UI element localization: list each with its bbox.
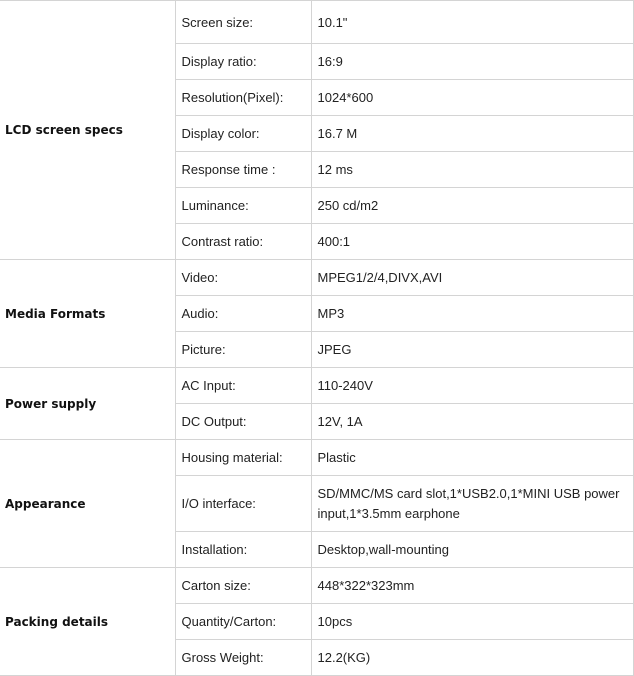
spec-label: Contrast ratio: bbox=[175, 224, 311, 260]
spec-value: JPEG bbox=[311, 332, 633, 368]
spec-value: Desktop,wall-mounting bbox=[311, 532, 633, 568]
spec-label: Video: bbox=[175, 260, 311, 296]
category-lcd-screen-specs: LCD screen specs bbox=[0, 1, 175, 260]
spec-value: SD/MMC/MS card slot,1*USB2.0,1*MINI USB power input,1*3.5mm earphone bbox=[311, 476, 633, 532]
spec-label: Luminance: bbox=[175, 188, 311, 224]
table-row bbox=[0, 568, 633, 604]
spec-table-body bbox=[0, 1, 633, 676]
spec-value: 12V, 1A bbox=[311, 404, 633, 440]
spec-value: MPEG1/2/4,DIVX,AVI bbox=[311, 260, 633, 296]
spec-label: Installation: bbox=[175, 532, 311, 568]
spec-label: Carton size: bbox=[175, 568, 311, 604]
spec-value: 10.1" bbox=[311, 1, 633, 44]
category-power-supply: Power supply bbox=[0, 368, 175, 440]
spec-label: AC Input: bbox=[175, 368, 311, 404]
spec-value: Plastic bbox=[311, 440, 633, 476]
spec-label: Response time : bbox=[175, 152, 311, 188]
spec-value: 110-240V bbox=[311, 368, 633, 404]
table-row bbox=[0, 1, 633, 44]
spec-value: 12.2(KG) bbox=[311, 640, 633, 676]
category-media-formats: Media Formats bbox=[0, 260, 175, 368]
spec-label: Display ratio: bbox=[175, 44, 311, 80]
table-row bbox=[0, 440, 633, 476]
spec-label: Quantity/Carton: bbox=[175, 604, 311, 640]
spec-value: 10pcs bbox=[311, 604, 633, 640]
spec-label: Housing material: bbox=[175, 440, 311, 476]
spec-label: Gross Weight: bbox=[175, 640, 311, 676]
spec-value: 12 ms bbox=[311, 152, 633, 188]
spec-label: Picture: bbox=[175, 332, 311, 368]
spec-label: Display color: bbox=[175, 116, 311, 152]
table-row bbox=[0, 368, 633, 404]
spec-value: 16.7 M bbox=[311, 116, 633, 152]
spec-value: 448*322*323mm bbox=[311, 568, 633, 604]
spec-value: 1024*600 bbox=[311, 80, 633, 116]
spec-value: 250 cd/m2 bbox=[311, 188, 633, 224]
spec-label: I/O interface: bbox=[175, 476, 311, 532]
spec-value: MP3 bbox=[311, 296, 633, 332]
spec-value: 16:9 bbox=[311, 44, 633, 80]
category-packing-details: Packing details bbox=[0, 568, 175, 676]
category-appearance: Appearance bbox=[0, 440, 175, 568]
spec-label: Screen size: bbox=[175, 1, 311, 44]
spec-value: 400:1 bbox=[311, 224, 633, 260]
spec-label: Audio: bbox=[175, 296, 311, 332]
table-row bbox=[0, 260, 633, 296]
spec-label: DC Output: bbox=[175, 404, 311, 440]
spec-label: Resolution(Pixel): bbox=[175, 80, 311, 116]
